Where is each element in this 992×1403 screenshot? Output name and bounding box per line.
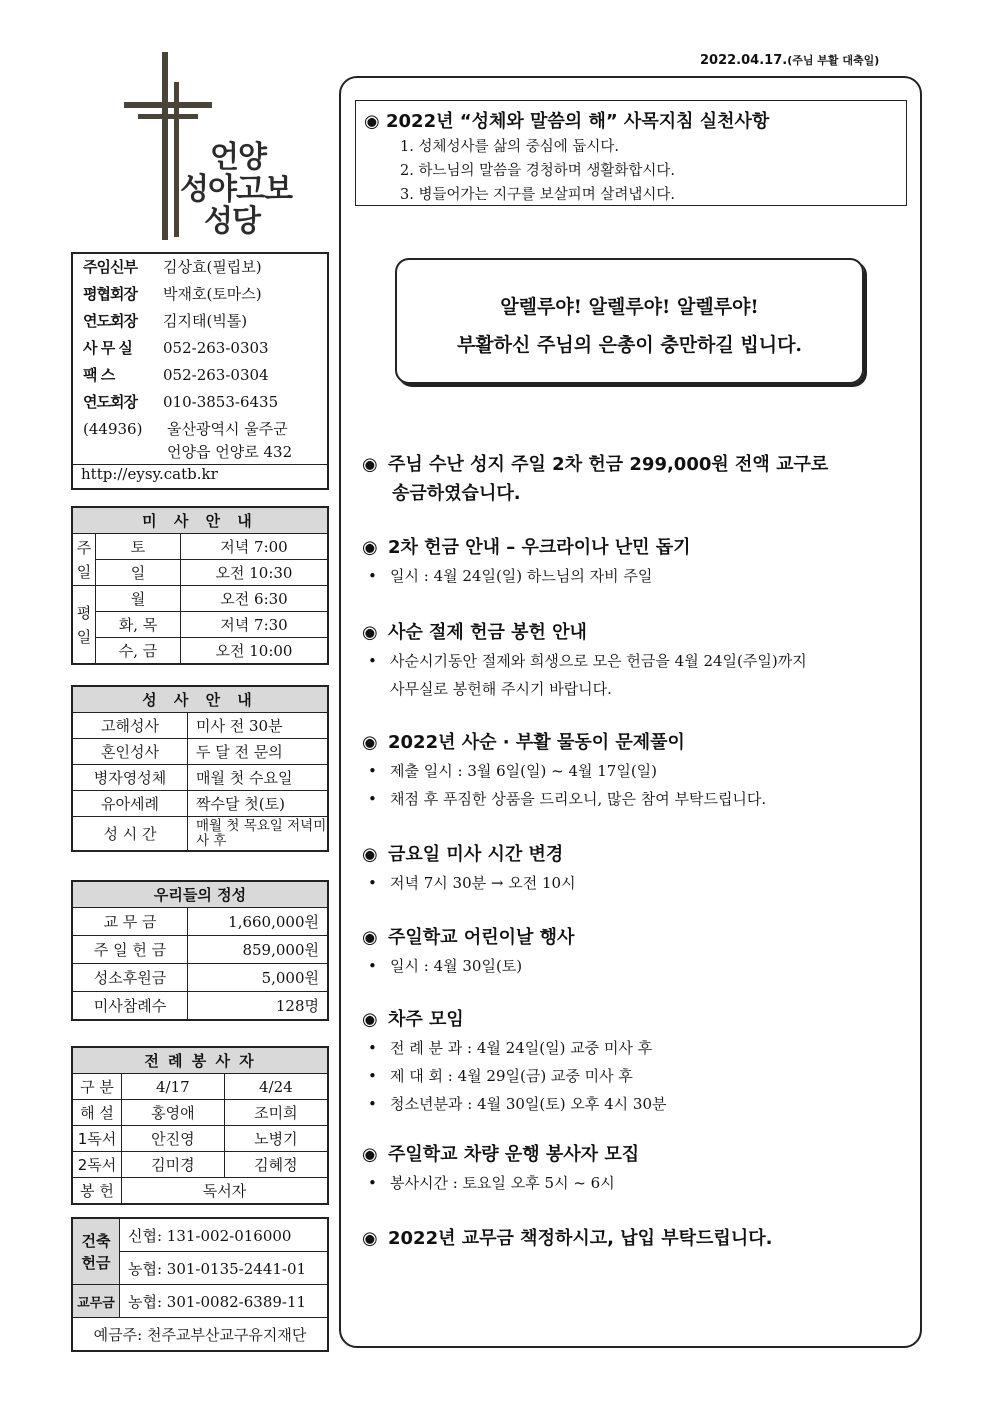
notice-title-cont: 송금하였습니다. — [392, 483, 521, 504]
parish-info — [71, 252, 329, 490]
bullet-icon: • — [368, 1039, 377, 1057]
sacrament-table — [71, 685, 329, 852]
notice-line-text: 청소년분과 : 4월 30일(토) 오후 4시 30분 — [390, 1095, 667, 1113]
offering-key: 미사참례수 — [72, 992, 188, 1021]
info-row — [83, 256, 262, 277]
bank-account: 농협: 301-0082-6389-11 — [120, 1285, 329, 1318]
sacrament-value: 짝수달 첫(토) — [188, 791, 329, 817]
notice-title-text: 2022년 교무금 책정하시고, 납입 부탁드립니다. — [388, 1228, 773, 1249]
notice-title-text: 2차 헌금 안내 – 우크라이나 난민 돕기 — [388, 537, 691, 558]
liturgy-name: 홍영애 — [122, 1100, 225, 1126]
bank-table — [71, 1217, 329, 1352]
bullet-icon: • — [368, 874, 377, 892]
liturgy-header: 4/24 — [224, 1074, 328, 1100]
info-value: 박재호(토마스) — [163, 285, 262, 303]
liturgy-header: 구 분 — [72, 1074, 122, 1100]
notice-line — [362, 562, 914, 590]
notice-line — [362, 1090, 914, 1118]
notice-line-text: 제 대 회 : 4월 29일(금) 교중 미사 후 — [390, 1067, 633, 1085]
info-zip — [83, 418, 288, 439]
motto-list — [400, 135, 675, 207]
notice-line-text: 봉사시간 : 토요일 오후 5시 ~ 6시 — [390, 1174, 615, 1192]
offering-key: 주 일 헌 금 — [72, 936, 188, 964]
sacrament-value: 매월 첫 수요일 — [188, 765, 329, 791]
mark-icon: ◉ — [362, 1009, 378, 1030]
notice-title — [362, 533, 914, 562]
website-link[interactable]: http://eysy.catb.kr — [73, 464, 327, 483]
date-text: 2022.04.17. — [700, 53, 788, 68]
mark-icon: ◉ — [362, 1228, 378, 1249]
address-line-1: 울산광역시 울주군 — [167, 420, 288, 438]
mass-time: 오전 10:00 — [181, 638, 329, 665]
offering-title: 우리들의 정성 — [72, 881, 328, 908]
notice-title — [362, 618, 914, 647]
notice-line — [362, 1169, 914, 1197]
notice-line — [362, 647, 914, 675]
notice-line — [362, 1034, 914, 1062]
address-line-2: 언양읍 언양로 432 — [167, 443, 293, 461]
motto-title-text: 2022년 “성체와 말씀의 해” 사목지침 실천사항 — [386, 111, 770, 132]
info-value: 김지태(빅톨) — [163, 312, 248, 330]
notice-title-text: 주일학교 어린이날 행사 — [388, 927, 575, 948]
bulletin-date — [700, 52, 879, 68]
logo-line-2: 성야고보 — [180, 172, 292, 207]
weekday-label: 평 일 — [72, 586, 96, 665]
tithe-label: 교무금 — [72, 1285, 120, 1318]
info-row — [83, 310, 247, 331]
offering-key: 교 무 금 — [72, 908, 188, 936]
parish-logo — [118, 52, 318, 240]
notice-item — [362, 533, 914, 590]
zip-code: (44936) — [83, 420, 143, 438]
notice-item — [362, 618, 914, 703]
liturgy-role: 봉 헌 — [72, 1178, 122, 1205]
motto-item: 1. 성체성사를 삶의 중심에 둡시다. — [400, 139, 619, 155]
liturgy-name: 김미경 — [122, 1152, 225, 1178]
notice-line-cont: 사무실로 봉헌해 주시기 바랍니다. — [390, 680, 612, 698]
notice-title-text: 사순 절제 헌금 봉헌 안내 — [388, 622, 587, 643]
notice-title — [362, 1224, 914, 1253]
liturgy-role: 2독서 — [72, 1152, 122, 1178]
mark-icon: ◉ — [362, 454, 378, 475]
pastoral-motto — [355, 100, 907, 206]
info-key: 연도회장 — [83, 393, 137, 411]
mass-day: 일 — [96, 560, 181, 586]
info-key: 연도회장 — [83, 312, 137, 330]
info-value: 052-263-0303 — [163, 339, 269, 357]
info-row — [83, 337, 269, 358]
banner-line-2: 부활하신 주님의 은총이 충만하길 빕니다. — [456, 334, 803, 356]
notice-item — [362, 840, 914, 897]
offering-key: 성소후원금 — [72, 964, 188, 992]
info-key: 평협회장 — [83, 285, 137, 303]
notice-item — [362, 1140, 914, 1197]
offering-table — [71, 880, 329, 1021]
mark-icon: ◉ — [362, 537, 378, 558]
logo-line-1: 언양 — [210, 140, 266, 175]
mass-day: 수, 금 — [96, 638, 181, 665]
notice-line — [362, 952, 914, 980]
liturgy-name: 김혜정 — [224, 1152, 328, 1178]
notice-title-text: 금요일 미사 시간 변경 — [388, 844, 564, 865]
sacrament-title: 성 사 안 내 — [72, 686, 328, 713]
offering-value: 1,660,000원 — [188, 908, 329, 936]
info-key: 팩 스 — [83, 366, 115, 384]
sacrament-key: 성 시 간 — [72, 817, 188, 852]
mass-title: 미 사 안 내 — [72, 507, 328, 534]
notice-title-text: 2022년 사순 · 부활 물동이 문제풀이 — [388, 732, 685, 753]
notice-title — [362, 1140, 914, 1169]
logo-line-3: 성당 — [204, 204, 260, 239]
mass-day: 화, 목 — [96, 612, 181, 638]
sunday-label: 주 일 — [72, 534, 96, 586]
sacrament-key: 혼인성사 — [72, 739, 188, 765]
notice-line-text: 일시 : 4월 24일(일) 하느님의 자비 주일 — [390, 567, 653, 585]
mass-time: 저녁 7:00 — [181, 534, 329, 560]
sacrament-value: 두 달 전 문의 — [188, 739, 329, 765]
building-fund-label: 건축 헌금 — [72, 1218, 120, 1285]
date-note: (주님 부활 대축일) — [787, 54, 880, 67]
notice-line-text: 채점 후 푸짐한 상품을 드리오니, 많은 참여 부탁드립니다. — [390, 790, 767, 808]
notice-line-text: 저녁 7시 30분 → 오전 10시 — [390, 874, 576, 892]
mark-icon: ◉ — [362, 622, 378, 643]
notice-item — [362, 728, 914, 813]
bullet-icon: • — [368, 1095, 377, 1113]
notice-line — [362, 869, 914, 897]
mass-time: 저녁 7:30 — [181, 612, 329, 638]
notice-title — [362, 450, 914, 479]
sacrament-key: 병자영성체 — [72, 765, 188, 791]
notice-item — [362, 1224, 914, 1253]
offering-value: 5,000원 — [188, 964, 329, 992]
bank-account: 신협: 131-002-016000 — [120, 1218, 329, 1252]
motto-item: 2. 하느님의 말씀을 경청하며 생활화합시다. — [400, 163, 675, 179]
liturgy-name: 독서자 — [122, 1178, 329, 1205]
notice-title — [362, 728, 914, 757]
info-value: 052-263-0304 — [163, 366, 269, 384]
liturgy-role: 해 설 — [72, 1100, 122, 1126]
notice-title — [362, 923, 914, 952]
bullet-icon: • — [368, 790, 377, 808]
notice-line — [362, 785, 914, 813]
mark-icon: ◉ — [362, 1144, 378, 1165]
notice-line — [362, 1062, 914, 1090]
mark-icon: ◉ — [362, 927, 378, 948]
notice-line-text: 제출 일시 : 3월 6일(일) ~ 4월 17일(일) — [390, 762, 658, 780]
banner-line-1: 알렐루야! 알렐루야! 알렐루야! — [500, 296, 759, 318]
motto-item: 3. 병들어가는 지구를 보살피며 살려냅시다. — [400, 187, 675, 203]
cross-arm-shadow — [138, 114, 198, 119]
liturgy-name: 노병기 — [224, 1126, 328, 1152]
info-row — [83, 283, 262, 304]
mass-time: 오전 6:30 — [181, 586, 329, 612]
info-key: 주임신부 — [83, 258, 137, 276]
mass-time: 오전 10:30 — [181, 560, 329, 586]
bullet-icon: • — [368, 652, 377, 670]
info-value: 010-3853-6435 — [163, 393, 279, 411]
offering-value: 128명 — [188, 992, 329, 1021]
notice-title — [362, 840, 914, 869]
mark-icon: ◉ — [362, 732, 378, 753]
mark-icon: ◉ — [364, 111, 380, 132]
info-row — [83, 364, 269, 385]
liturgy-name: 조미희 — [224, 1100, 328, 1126]
info-value: 김상효(필립보) — [163, 258, 262, 276]
easter-banner — [395, 258, 864, 384]
notice-title — [362, 1005, 914, 1034]
notice-line-text: 일시 : 4월 30일(토) — [390, 957, 523, 975]
notice-item — [362, 1005, 914, 1118]
notice-line-text: 사순시기동안 절제와 희생으로 모은 헌금을 4월 24일(주일)까지 — [390, 652, 807, 670]
notice-item — [362, 923, 914, 980]
bullet-icon: • — [368, 1067, 377, 1085]
cross-arm — [124, 102, 212, 108]
sacrament-key: 유아세례 — [72, 791, 188, 817]
sacrament-key: 고해성사 — [72, 713, 188, 739]
notice-item — [362, 450, 914, 508]
bullet-icon: • — [368, 1174, 377, 1192]
offering-value: 859,000원 — [188, 936, 329, 964]
info-row — [83, 391, 278, 412]
notice-title-text: 주일학교 차량 운행 봉사자 모집 — [388, 1144, 640, 1165]
notice-line — [362, 757, 914, 785]
notice-title-text: 주님 수난 성지 주일 2차 헌금 299,000원 전액 교구로 — [388, 454, 829, 475]
account-owner: 예금주: 천주교부산교구유지재단 — [72, 1318, 328, 1352]
notice-title-text: 차주 모임 — [388, 1009, 464, 1030]
bullet-icon: • — [368, 957, 377, 975]
liturgy-role: 1독서 — [72, 1126, 122, 1152]
motto-title — [364, 107, 769, 133]
sacrament-value: 미사 전 30분 — [188, 713, 329, 739]
mass-day: 토 — [96, 534, 181, 560]
mark-icon: ◉ — [362, 844, 378, 865]
bullet-icon: • — [368, 762, 377, 780]
bullet-icon: • — [368, 567, 377, 585]
mass-day: 월 — [96, 586, 181, 612]
liturgy-name: 안진영 — [122, 1126, 225, 1152]
cross-icon — [162, 52, 168, 240]
mass-schedule-table — [71, 506, 329, 665]
sacrament-value: 매월 첫 목요일 저녁미사 후 — [188, 817, 329, 852]
liturgy-title: 전 례 봉 사 자 — [72, 1047, 328, 1074]
liturgy-header: 4/17 — [122, 1074, 225, 1100]
bank-account: 농협: 301-0135-2441-01 — [120, 1252, 329, 1285]
liturgy-table — [71, 1046, 329, 1205]
info-key: 사 무 실 — [83, 339, 132, 357]
notice-line-text: 전 례 분 과 : 4월 24일(일) 교중 미사 후 — [390, 1039, 653, 1057]
